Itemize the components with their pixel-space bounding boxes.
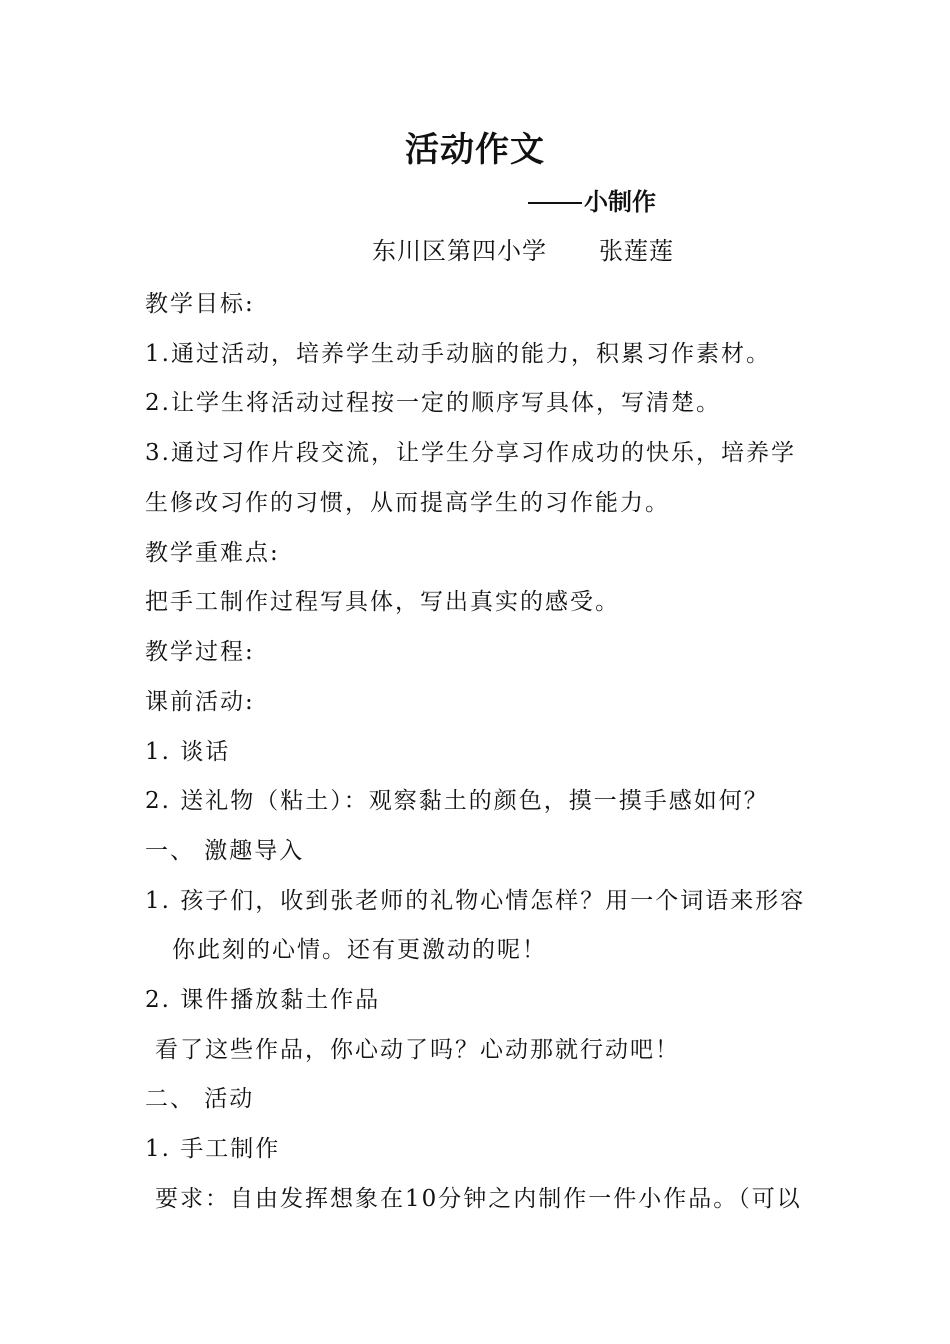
section-2-item-1: 1. 手工制作 [145, 1136, 281, 1162]
section-1-item-2: 2. 课件播放黏土作品 [145, 987, 381, 1013]
author-line [372, 231, 674, 266]
section-2-heading: 二、 活动 [145, 1086, 255, 1112]
pre-class-2: 2. 送礼物（粘土）：观察黏土的颜色，摸一摸手感如何？ [145, 788, 769, 814]
heading-key-points: 教学重难点: [145, 540, 280, 566]
section-2-item-1-text: 要求：自由发挥想象在10分钟之内制作一件小作品。（可以 [155, 1186, 802, 1212]
heading-objectives: 教学目标: [145, 291, 255, 317]
subtitle-dash [528, 182, 582, 204]
heading-pre-class: 课前活动: [145, 689, 255, 715]
subtitle-text: 小制作 [584, 187, 656, 216]
author-name: 张莲莲 [599, 237, 674, 265]
pre-class-1: 1. 谈话 [145, 739, 231, 765]
objective-3: 3.通过习作片段交流，让学生分享习作成功的快乐，培养学 [145, 440, 796, 466]
objective-1: 1.通过活动，培养学生动手动脑的能力，积累习作素材。 [145, 341, 771, 367]
objective-2: 2.让学生将活动过程按一定的顺序写具体，写清楚。 [145, 390, 721, 416]
document-title: 活动作文 [405, 130, 545, 170]
section-1-item-2-text: 看了这些作品，你心动了吗？心动那就行动吧！ [155, 1037, 680, 1063]
heading-process: 教学过程: [145, 639, 255, 665]
section-1-item-1: 1. 孩子们，收到张老师的礼物心情怎样？用一个词语来形容 [145, 888, 806, 914]
document-subtitle [528, 182, 656, 217]
school-name: 东川区第四小学 [372, 237, 547, 265]
key-points-text: 把手工制作过程写具体，写出真实的感受。 [145, 589, 620, 615]
section-1-item-1-cont: 你此刻的心情。还有更激动的呢！ [172, 937, 547, 963]
section-1-heading: 一、 激趣导入 [145, 838, 305, 864]
objective-3-cont: 生修改习作的习惯，从而提高学生的习作能力。 [145, 490, 670, 516]
